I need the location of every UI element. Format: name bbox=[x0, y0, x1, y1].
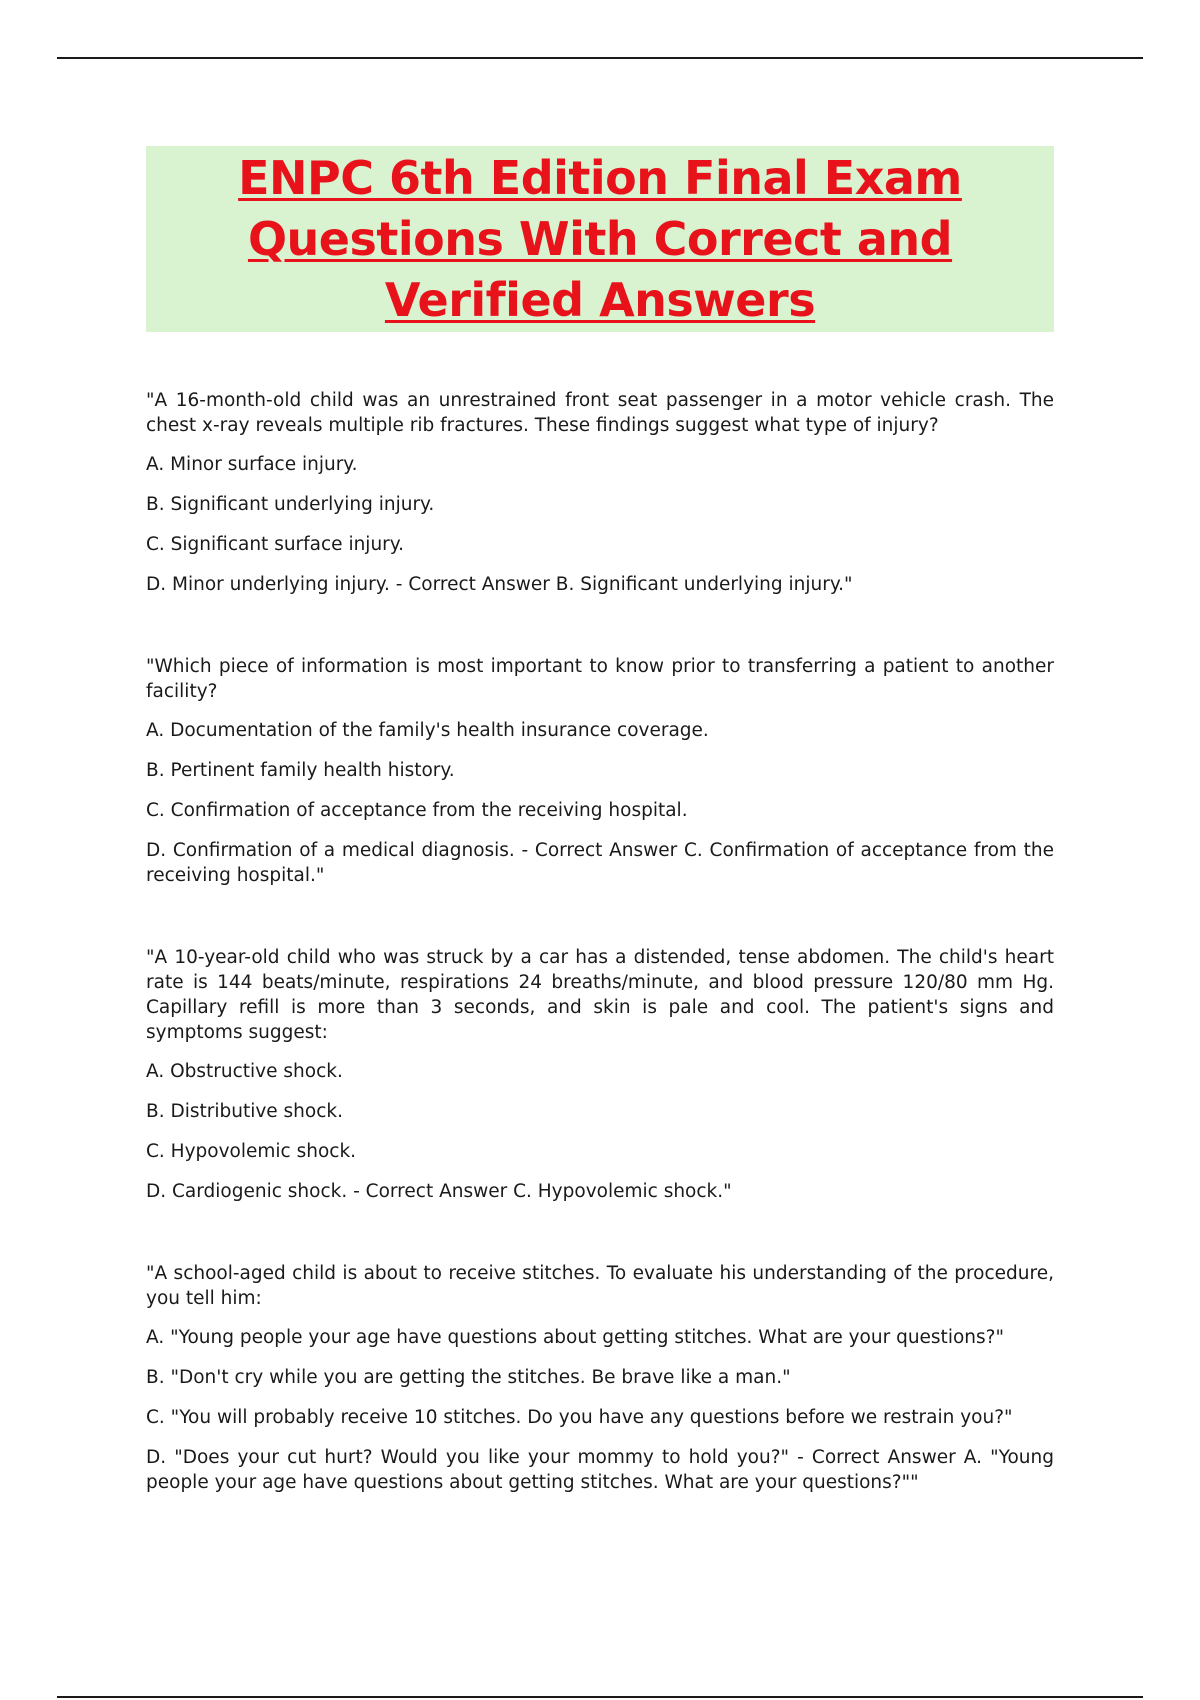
document-title: ENPC 6th Edition Final Exam Questions With Correct and Verified Answers bbox=[238, 150, 962, 327]
option-b: B. Pertinent family health history. bbox=[146, 760, 455, 781]
option-c: C. Confirmation of acceptance from the receiving hospital. bbox=[146, 800, 688, 821]
question-3 bbox=[146, 945, 1054, 1204]
option-a: A. Obstructive shock. bbox=[146, 1061, 343, 1082]
option-d-with-answer: D. Minor underlying injury. - Correct Answer B. Significant underlying injury." bbox=[146, 574, 853, 595]
question-2 bbox=[146, 654, 1054, 888]
question-text: "A 16-month-old child was an unrestrained front seat passenger in a motor vehicle crash. The chest x-ray reveals multiple rib fractures. These findings suggest what type of injury? bbox=[146, 390, 1054, 436]
question-list bbox=[146, 388, 1054, 1552]
option-a: A. Documentation of the family's health insurance coverage. bbox=[146, 720, 709, 741]
option-a: A. "Young people your age have questions about getting stitches. What are your questions?" bbox=[146, 1327, 1004, 1348]
option-b: B. "Don't cry while you are getting the stitches. Be brave like a man." bbox=[146, 1367, 791, 1388]
option-d-with-answer: D. "Does your cut hurt? Would you like your mommy to hold you?" - Correct Answer A. "Young people your age have questions about getting stitches. What are your questions?"" bbox=[146, 1447, 1054, 1493]
option-c: C. Hypovolemic shock. bbox=[146, 1141, 357, 1162]
option-a: A. Minor surface injury. bbox=[146, 454, 358, 475]
question-text: "A 10-year-old child who was struck by a car has a distended, tense abdomen. The child's heart rate is 144 beats/minute, respirations 24 breaths/minute, and blood pressure 120/80 mm Hg. Capillary refill is more than 3 seconds, and skin is pale and cool. The patient's signs and symptoms suggest: bbox=[146, 947, 1054, 1043]
question-4 bbox=[146, 1261, 1054, 1495]
header-rule bbox=[57, 57, 1143, 59]
footer-rule bbox=[57, 1696, 1143, 1698]
option-c: C. "You will probably receive 10 stitches. Do you have any questions before we restrain you?" bbox=[146, 1407, 1013, 1428]
option-d-with-answer: D. Confirmation of a medical diagnosis. - Correct Answer C. Confirmation of acceptance from the receiving hospital." bbox=[146, 840, 1054, 886]
option-b: B. Significant underlying injury. bbox=[146, 494, 435, 515]
question-1 bbox=[146, 388, 1054, 597]
question-text: "Which piece of information is most important to know prior to transferring a patient to another facility? bbox=[146, 656, 1054, 702]
option-c: C. Significant surface injury. bbox=[146, 534, 404, 555]
question-text: "A school-aged child is about to receive stitches. To evaluate his understanding of the procedure, you tell him: bbox=[146, 1263, 1054, 1309]
title-banner bbox=[146, 146, 1054, 332]
option-b: B. Distributive shock. bbox=[146, 1101, 343, 1122]
option-d-with-answer: D. Cardiogenic shock. - Correct Answer C. Hypovolemic shock." bbox=[146, 1181, 732, 1202]
